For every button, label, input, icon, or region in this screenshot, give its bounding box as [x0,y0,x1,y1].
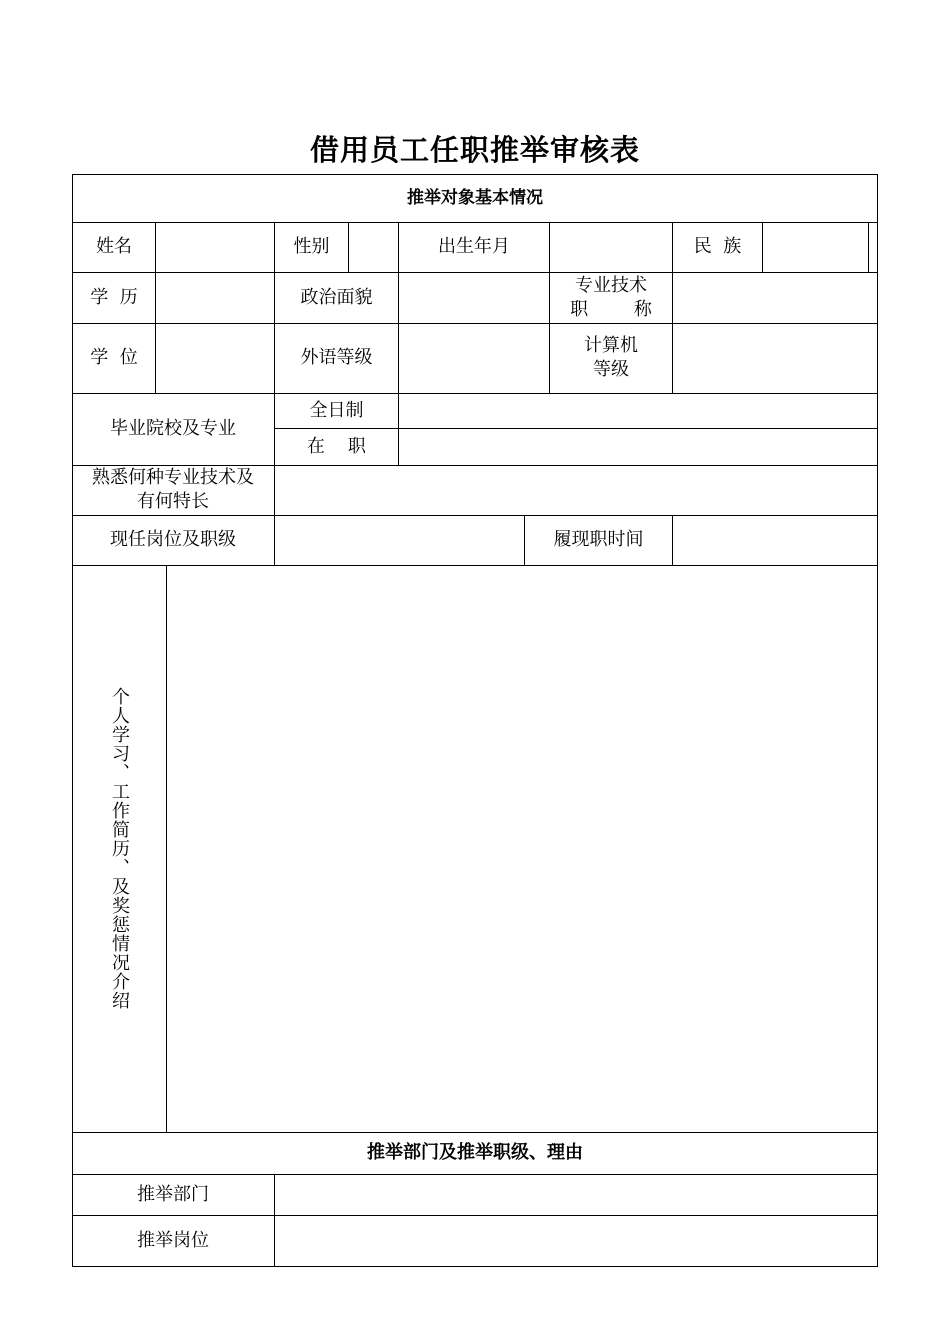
computer-line1: 计算机 [584,335,638,356]
table-border-right [877,174,878,1267]
tenure-field[interactable] [673,515,877,565]
degree-field[interactable] [156,323,274,393]
dept-field[interactable] [275,1174,877,1215]
prof-title-line2: 职 称 [570,298,652,320]
political-label: 政治面貌 [300,286,373,308]
resume-label-text: 个人学习、工作简历、及奖惩情况介绍 [109,687,130,1010]
name-label: 姓名 [96,236,132,257]
language-field[interactable] [399,323,549,393]
resume-label [72,565,166,1132]
section-heading-basic-info: 推举对象基本情况 [407,188,543,208]
political-field[interactable] [399,272,549,323]
computer-label [550,323,672,393]
prof-title-label [550,272,672,323]
computer-line2: 等级 [593,359,629,380]
post-field[interactable] [275,1215,877,1266]
position-field[interactable] [275,515,524,565]
resume-field[interactable] [167,565,877,1132]
ethnicity-field[interactable] [763,222,868,272]
tenure-label: 履现职时间 [553,529,644,550]
language-label: 外语等级 [300,347,373,368]
prof-title-line1: 专业技术 [575,274,647,296]
gender-field[interactable] [349,222,398,272]
ethnicity-label: 民 族 [693,236,742,257]
gender-label: 性别 [293,236,330,257]
birth-field[interactable] [550,222,672,272]
inservice-label: 在 职 [307,435,366,457]
school-label: 毕业院校及专业 [110,418,236,439]
form-title: 借用员工任职推举审核表 [309,133,640,167]
specialty-line1: 熟悉何种专业技术及 [92,467,254,488]
inservice-field[interactable] [399,428,877,465]
degree-label: 学 位 [90,347,138,368]
specialty-label [72,465,274,515]
specialty-line2: 有何特长 [137,491,209,512]
specialty-field[interactable] [275,465,877,515]
name-field[interactable] [156,222,274,272]
education-field[interactable] [156,272,274,323]
fulltime-field[interactable] [399,393,877,428]
birth-label: 出生年月 [438,236,510,257]
education-label: 学 历 [90,286,138,308]
table-border-bottom [72,1266,878,1267]
post-label: 推举岗位 [137,1229,209,1251]
section-heading-recommendation: 推举部门及推举职级、理由 [367,1142,583,1163]
fulltime-label: 全日制 [309,399,364,421]
computer-field[interactable] [673,323,877,393]
prof-title-field[interactable] [673,272,877,323]
position-label: 现任岗位及职级 [110,529,236,550]
dept-label: 推举部门 [137,1183,209,1205]
col-line [868,222,869,272]
